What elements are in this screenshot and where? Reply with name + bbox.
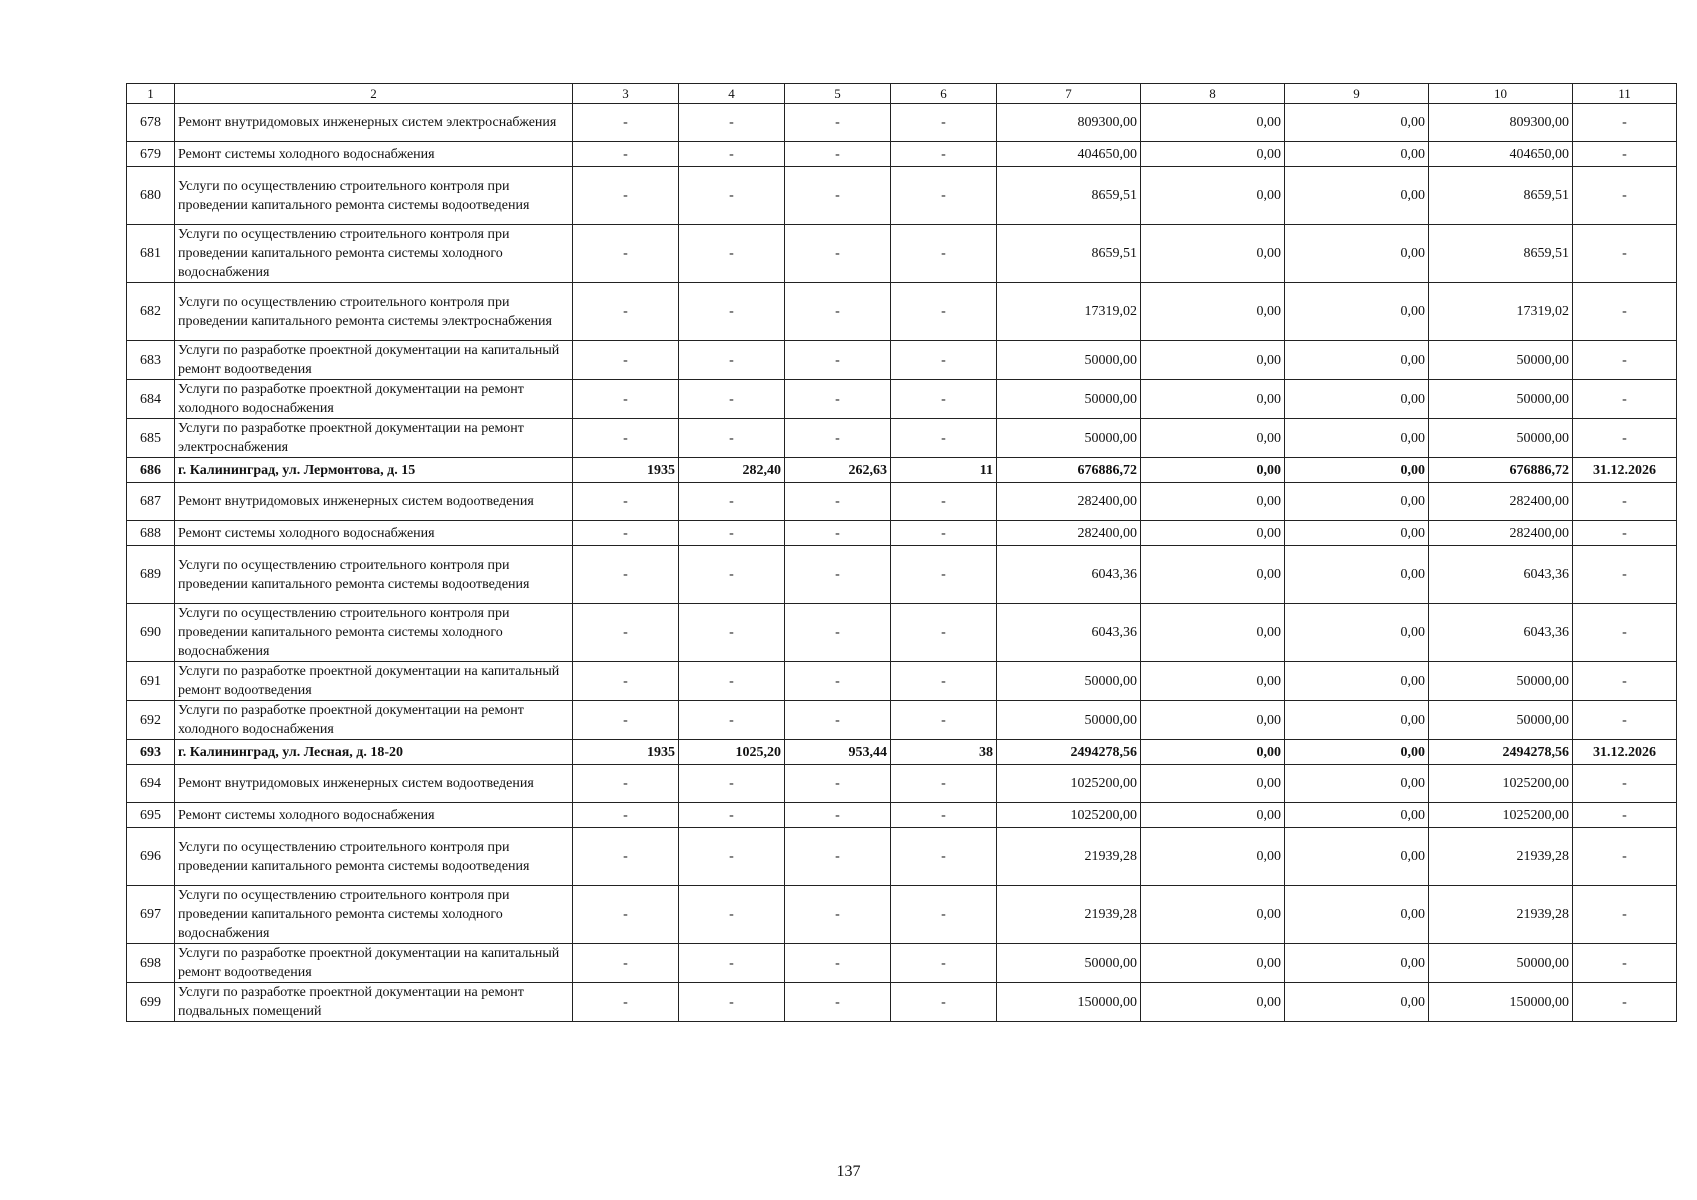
col-8-value: 0,00 bbox=[1141, 944, 1285, 983]
row-number: 697 bbox=[127, 886, 175, 944]
col-4-value: - bbox=[679, 341, 785, 380]
col-6-value: - bbox=[891, 341, 997, 380]
col-9-value: 0,00 bbox=[1285, 803, 1429, 828]
col-5-value: - bbox=[785, 604, 891, 662]
col-7-value: 17319,02 bbox=[997, 283, 1141, 341]
work-name: Ремонт системы холодного водоснабжения bbox=[175, 803, 573, 828]
row-number: 694 bbox=[127, 765, 175, 803]
col-10-value: 50000,00 bbox=[1429, 944, 1573, 983]
row-number: 695 bbox=[127, 803, 175, 828]
table-row bbox=[127, 142, 1677, 167]
col-10-value: 21939,28 bbox=[1429, 828, 1573, 886]
col-11-value: - bbox=[1573, 983, 1677, 1022]
col-8-value: 0,00 bbox=[1141, 521, 1285, 546]
col-3-value: - bbox=[573, 341, 679, 380]
col-9-value: 0,00 bbox=[1285, 419, 1429, 458]
col-5-value: - bbox=[785, 380, 891, 419]
work-name: Услуги по разработке проектной документации на капитальный ремонт водоотведения bbox=[175, 341, 573, 380]
table-row bbox=[127, 604, 1677, 662]
col-6-value: - bbox=[891, 828, 997, 886]
col-4-value: - bbox=[679, 604, 785, 662]
col-11-value: - bbox=[1573, 341, 1677, 380]
table-row bbox=[127, 765, 1677, 803]
col-11-value: - bbox=[1573, 521, 1677, 546]
col-5-value: - bbox=[785, 225, 891, 283]
col-11-value: - bbox=[1573, 167, 1677, 225]
col-3-value: - bbox=[573, 142, 679, 167]
col-6-value: - bbox=[891, 662, 997, 701]
col-3-value: - bbox=[573, 521, 679, 546]
table-row bbox=[127, 419, 1677, 458]
col-6-value: - bbox=[891, 944, 997, 983]
col-8-value: 0,00 bbox=[1141, 740, 1285, 765]
col-6-value: 38 bbox=[891, 740, 997, 765]
col-8-value: 0,00 bbox=[1141, 803, 1285, 828]
col-8-value: 0,00 bbox=[1141, 765, 1285, 803]
col-4-value: - bbox=[679, 944, 785, 983]
work-name: Услуги по осуществлению строительного контроля при проведении капитального ремонта системы электроснабжения bbox=[175, 283, 573, 341]
col-3-value: - bbox=[573, 701, 679, 740]
col-5-value: - bbox=[785, 803, 891, 828]
row-number: 680 bbox=[127, 167, 175, 225]
work-name: Ремонт внутридомовых инженерных систем электроснабжения bbox=[175, 104, 573, 142]
col-4-value: - bbox=[679, 142, 785, 167]
row-number: 687 bbox=[127, 483, 175, 521]
col-5-value: - bbox=[785, 828, 891, 886]
col-7-value: 8659,51 bbox=[997, 225, 1141, 283]
col-10-value: 21939,28 bbox=[1429, 886, 1573, 944]
column-header: 3 bbox=[573, 84, 679, 104]
col-9-value: 0,00 bbox=[1285, 546, 1429, 604]
col-9-value: 0,00 bbox=[1285, 521, 1429, 546]
col-5-value: - bbox=[785, 104, 891, 142]
col-10-value: 1025200,00 bbox=[1429, 765, 1573, 803]
column-header: 1 bbox=[127, 84, 175, 104]
col-3-value: - bbox=[573, 944, 679, 983]
col-11-value: - bbox=[1573, 886, 1677, 944]
col-8-value: 0,00 bbox=[1141, 283, 1285, 341]
row-number: 693 bbox=[127, 740, 175, 765]
col-3-value: - bbox=[573, 546, 679, 604]
col-6-value: - bbox=[891, 104, 997, 142]
col-4-value: - bbox=[679, 225, 785, 283]
work-name: Ремонт системы холодного водоснабжения bbox=[175, 521, 573, 546]
work-name: Услуги по разработке проектной документации на ремонт холодного водоснабжения bbox=[175, 701, 573, 740]
col-11-value: - bbox=[1573, 283, 1677, 341]
row-number: 689 bbox=[127, 546, 175, 604]
col-8-value: 0,00 bbox=[1141, 458, 1285, 483]
row-number: 685 bbox=[127, 419, 175, 458]
col-9-value: 0,00 bbox=[1285, 458, 1429, 483]
col-5-value: - bbox=[785, 701, 891, 740]
col-7-value: 50000,00 bbox=[997, 944, 1141, 983]
row-number: 698 bbox=[127, 944, 175, 983]
work-name: Услуги по осуществлению строительного контроля при проведении капитального ремонта системы холодного водоснабжения bbox=[175, 886, 573, 944]
col-8-value: 0,00 bbox=[1141, 142, 1285, 167]
col-8-value: 0,00 bbox=[1141, 225, 1285, 283]
col-5-value: - bbox=[785, 167, 891, 225]
col-8-value: 0,00 bbox=[1141, 662, 1285, 701]
col-6-value: - bbox=[891, 803, 997, 828]
table-row bbox=[127, 341, 1677, 380]
col-8-value: 0,00 bbox=[1141, 483, 1285, 521]
col-6-value: - bbox=[891, 701, 997, 740]
work-name: Услуги по разработке проектной документации на ремонт подвальных помещений bbox=[175, 983, 573, 1022]
col-11-value: - bbox=[1573, 828, 1677, 886]
repair-program-table bbox=[126, 83, 1677, 1022]
col-10-value: 282400,00 bbox=[1429, 521, 1573, 546]
col-5-value: - bbox=[785, 765, 891, 803]
col-5-value: - bbox=[785, 521, 891, 546]
col-4-value: - bbox=[679, 419, 785, 458]
col-3-value: - bbox=[573, 419, 679, 458]
col-11-value: - bbox=[1573, 604, 1677, 662]
work-name: Услуги по осуществлению строительного контроля при проведении капитального ремонта системы водоотведения bbox=[175, 828, 573, 886]
col-4-value: - bbox=[679, 765, 785, 803]
work-name: г. Калининград, ул. Лермонтова, д. 15 bbox=[175, 458, 573, 483]
col-9-value: 0,00 bbox=[1285, 740, 1429, 765]
col-8-value: 0,00 bbox=[1141, 983, 1285, 1022]
work-name: г. Калининград, ул. Лесная, д. 18-20 bbox=[175, 740, 573, 765]
col-4-value: - bbox=[679, 104, 785, 142]
table-row bbox=[127, 167, 1677, 225]
col-8-value: 0,00 bbox=[1141, 167, 1285, 225]
col-3-value: - bbox=[573, 380, 679, 419]
column-header: 7 bbox=[997, 84, 1141, 104]
col-7-value: 282400,00 bbox=[997, 483, 1141, 521]
col-3-value: - bbox=[573, 104, 679, 142]
work-name: Услуги по осуществлению строительного контроля при проведении капитального ремонта системы холодного водоснабжения bbox=[175, 225, 573, 283]
column-header: 4 bbox=[679, 84, 785, 104]
col-10-value: 50000,00 bbox=[1429, 341, 1573, 380]
col-6-value: - bbox=[891, 419, 997, 458]
row-number: 699 bbox=[127, 983, 175, 1022]
col-11-value: - bbox=[1573, 803, 1677, 828]
col-10-value: 50000,00 bbox=[1429, 662, 1573, 701]
col-3-value: - bbox=[573, 765, 679, 803]
col-6-value: - bbox=[891, 142, 997, 167]
col-9-value: 0,00 bbox=[1285, 886, 1429, 944]
col-11-value: - bbox=[1573, 944, 1677, 983]
table-row bbox=[127, 104, 1677, 142]
table-row bbox=[127, 225, 1677, 283]
col-3-value: - bbox=[573, 983, 679, 1022]
col-8-value: 0,00 bbox=[1141, 546, 1285, 604]
col-4-value: - bbox=[679, 828, 785, 886]
table-row bbox=[127, 803, 1677, 828]
col-10-value: 1025200,00 bbox=[1429, 803, 1573, 828]
col-9-value: 0,00 bbox=[1285, 167, 1429, 225]
col-4-value: 1025,20 bbox=[679, 740, 785, 765]
col-7-value: 282400,00 bbox=[997, 521, 1141, 546]
col-3-value: - bbox=[573, 483, 679, 521]
col-4-value: - bbox=[679, 546, 785, 604]
col-7-value: 6043,36 bbox=[997, 604, 1141, 662]
col-10-value: 50000,00 bbox=[1429, 701, 1573, 740]
col-8-value: 0,00 bbox=[1141, 828, 1285, 886]
col-9-value: 0,00 bbox=[1285, 662, 1429, 701]
col-10-value: 50000,00 bbox=[1429, 380, 1573, 419]
col-7-value: 404650,00 bbox=[997, 142, 1141, 167]
column-header: 9 bbox=[1285, 84, 1429, 104]
col-4-value: - bbox=[679, 167, 785, 225]
col-8-value: 0,00 bbox=[1141, 104, 1285, 142]
col-8-value: 0,00 bbox=[1141, 701, 1285, 740]
col-9-value: 0,00 bbox=[1285, 225, 1429, 283]
column-header: 6 bbox=[891, 84, 997, 104]
col-5-value: - bbox=[785, 983, 891, 1022]
col-11-value: - bbox=[1573, 142, 1677, 167]
col-9-value: 0,00 bbox=[1285, 283, 1429, 341]
table-row bbox=[127, 701, 1677, 740]
table-row bbox=[127, 380, 1677, 419]
col-9-value: 0,00 bbox=[1285, 104, 1429, 142]
col-4-value: - bbox=[679, 283, 785, 341]
col-6-value: - bbox=[891, 604, 997, 662]
col-7-value: 8659,51 bbox=[997, 167, 1141, 225]
col-6-value: 11 bbox=[891, 458, 997, 483]
col-10-value: 50000,00 bbox=[1429, 419, 1573, 458]
col-7-value: 809300,00 bbox=[997, 104, 1141, 142]
table-row bbox=[127, 283, 1677, 341]
col-10-value: 6043,36 bbox=[1429, 546, 1573, 604]
col-6-value: - bbox=[891, 225, 997, 283]
col-6-value: - bbox=[891, 483, 997, 521]
col-9-value: 0,00 bbox=[1285, 944, 1429, 983]
col-3-value: - bbox=[573, 283, 679, 341]
table-row bbox=[127, 886, 1677, 944]
col-7-value: 50000,00 bbox=[997, 701, 1141, 740]
col-5-value: - bbox=[785, 419, 891, 458]
column-number-header-row bbox=[127, 84, 1677, 104]
col-8-value: 0,00 bbox=[1141, 419, 1285, 458]
work-name: Услуги по осуществлению строительного контроля при проведении капитального ремонта системы холодного водоснабжения bbox=[175, 604, 573, 662]
col-4-value: - bbox=[679, 483, 785, 521]
work-name: Услуги по осуществлению строительного контроля при проведении капитального ремонта системы водоотведения bbox=[175, 546, 573, 604]
col-6-value: - bbox=[891, 521, 997, 546]
row-number: 688 bbox=[127, 521, 175, 546]
table-row bbox=[127, 483, 1677, 521]
col-4-value: - bbox=[679, 380, 785, 419]
col-10-value: 282400,00 bbox=[1429, 483, 1573, 521]
col-10-value: 8659,51 bbox=[1429, 225, 1573, 283]
col-9-value: 0,00 bbox=[1285, 765, 1429, 803]
col-10-value: 150000,00 bbox=[1429, 983, 1573, 1022]
work-name: Ремонт системы холодного водоснабжения bbox=[175, 142, 573, 167]
work-name: Услуги по разработке проектной документации на ремонт электроснабжения bbox=[175, 419, 573, 458]
col-11-value: - bbox=[1573, 225, 1677, 283]
col-9-value: 0,00 bbox=[1285, 142, 1429, 167]
col-11-value: - bbox=[1573, 546, 1677, 604]
work-name: Ремонт внутридомовых инженерных систем водоотведения bbox=[175, 483, 573, 521]
col-3-value: - bbox=[573, 662, 679, 701]
row-number: 683 bbox=[127, 341, 175, 380]
col-4-value: - bbox=[679, 662, 785, 701]
row-number: 686 bbox=[127, 458, 175, 483]
col-5-value: 953,44 bbox=[785, 740, 891, 765]
col-8-value: 0,00 bbox=[1141, 380, 1285, 419]
table-body bbox=[127, 84, 1677, 1022]
col-8-value: 0,00 bbox=[1141, 886, 1285, 944]
work-name: Услуги по разработке проектной документации на ремонт холодного водоснабжения bbox=[175, 380, 573, 419]
col-11-value: 31.12.2026 bbox=[1573, 740, 1677, 765]
row-number: 679 bbox=[127, 142, 175, 167]
col-3-value: - bbox=[573, 886, 679, 944]
col-9-value: 0,00 bbox=[1285, 604, 1429, 662]
table-row bbox=[127, 521, 1677, 546]
col-7-value: 6043,36 bbox=[997, 546, 1141, 604]
col-3-value: - bbox=[573, 828, 679, 886]
col-5-value: - bbox=[785, 483, 891, 521]
row-number: 678 bbox=[127, 104, 175, 142]
col-10-value: 809300,00 bbox=[1429, 104, 1573, 142]
col-3-value: - bbox=[573, 225, 679, 283]
col-5-value: - bbox=[785, 341, 891, 380]
row-number: 691 bbox=[127, 662, 175, 701]
column-header: 8 bbox=[1141, 84, 1285, 104]
work-name: Услуги по разработке проектной документации на капитальный ремонт водоотведения bbox=[175, 662, 573, 701]
col-11-value: - bbox=[1573, 765, 1677, 803]
col-9-value: 0,00 bbox=[1285, 380, 1429, 419]
col-7-value: 150000,00 bbox=[997, 983, 1141, 1022]
col-5-value: - bbox=[785, 142, 891, 167]
column-header: 2 bbox=[175, 84, 573, 104]
col-6-value: - bbox=[891, 983, 997, 1022]
col-4-value: - bbox=[679, 983, 785, 1022]
col-7-value: 21939,28 bbox=[997, 886, 1141, 944]
col-7-value: 676886,72 bbox=[997, 458, 1141, 483]
table-row bbox=[127, 458, 1677, 483]
col-5-value: - bbox=[785, 283, 891, 341]
col-9-value: 0,00 bbox=[1285, 341, 1429, 380]
col-6-value: - bbox=[891, 167, 997, 225]
col-6-value: - bbox=[891, 765, 997, 803]
work-name: Услуги по осуществлению строительного контроля при проведении капитального ремонта системы водоотведения bbox=[175, 167, 573, 225]
col-7-value: 50000,00 bbox=[997, 662, 1141, 701]
column-header: 11 bbox=[1573, 84, 1677, 104]
row-number: 696 bbox=[127, 828, 175, 886]
col-11-value: - bbox=[1573, 701, 1677, 740]
col-8-value: 0,00 bbox=[1141, 341, 1285, 380]
col-5-value: - bbox=[785, 546, 891, 604]
col-7-value: 1025200,00 bbox=[997, 803, 1141, 828]
col-11-value: 31.12.2026 bbox=[1573, 458, 1677, 483]
row-number: 682 bbox=[127, 283, 175, 341]
col-3-value: 1935 bbox=[573, 740, 679, 765]
col-6-value: - bbox=[891, 283, 997, 341]
col-7-value: 2494278,56 bbox=[997, 740, 1141, 765]
col-5-value: - bbox=[785, 662, 891, 701]
page-number: 137 bbox=[836, 1163, 861, 1180]
col-7-value: 50000,00 bbox=[997, 341, 1141, 380]
col-8-value: 0,00 bbox=[1141, 604, 1285, 662]
col-6-value: - bbox=[891, 546, 997, 604]
col-7-value: 50000,00 bbox=[997, 419, 1141, 458]
col-11-value: - bbox=[1573, 419, 1677, 458]
col-10-value: 404650,00 bbox=[1429, 142, 1573, 167]
column-header: 10 bbox=[1429, 84, 1573, 104]
row-number: 692 bbox=[127, 701, 175, 740]
col-3-value: - bbox=[573, 803, 679, 828]
col-11-value: - bbox=[1573, 662, 1677, 701]
col-7-value: 21939,28 bbox=[997, 828, 1141, 886]
row-number: 684 bbox=[127, 380, 175, 419]
table-row bbox=[127, 662, 1677, 701]
col-4-value: - bbox=[679, 521, 785, 546]
table-row bbox=[127, 740, 1677, 765]
col-10-value: 6043,36 bbox=[1429, 604, 1573, 662]
col-4-value: - bbox=[679, 803, 785, 828]
col-9-value: 0,00 bbox=[1285, 828, 1429, 886]
col-10-value: 8659,51 bbox=[1429, 167, 1573, 225]
col-6-value: - bbox=[891, 380, 997, 419]
table-row bbox=[127, 828, 1677, 886]
col-9-value: 0,00 bbox=[1285, 701, 1429, 740]
row-number: 681 bbox=[127, 225, 175, 283]
col-4-value: - bbox=[679, 886, 785, 944]
col-10-value: 676886,72 bbox=[1429, 458, 1573, 483]
table-row bbox=[127, 983, 1677, 1022]
col-10-value: 2494278,56 bbox=[1429, 740, 1573, 765]
col-11-value: - bbox=[1573, 483, 1677, 521]
column-header: 5 bbox=[785, 84, 891, 104]
col-11-value: - bbox=[1573, 104, 1677, 142]
col-3-value: - bbox=[573, 604, 679, 662]
col-7-value: 1025200,00 bbox=[997, 765, 1141, 803]
col-5-value: - bbox=[785, 944, 891, 983]
col-9-value: 0,00 bbox=[1285, 483, 1429, 521]
table-row bbox=[127, 546, 1677, 604]
col-7-value: 50000,00 bbox=[997, 380, 1141, 419]
col-4-value: - bbox=[679, 701, 785, 740]
col-11-value: - bbox=[1573, 380, 1677, 419]
col-3-value: 1935 bbox=[573, 458, 679, 483]
col-5-value: 262,63 bbox=[785, 458, 891, 483]
row-number: 690 bbox=[127, 604, 175, 662]
work-name: Услуги по разработке проектной документации на капитальный ремонт водоотведения bbox=[175, 944, 573, 983]
col-5-value: - bbox=[785, 886, 891, 944]
col-9-value: 0,00 bbox=[1285, 983, 1429, 1022]
table-row bbox=[127, 944, 1677, 983]
col-6-value: - bbox=[891, 886, 997, 944]
col-10-value: 17319,02 bbox=[1429, 283, 1573, 341]
col-4-value: 282,40 bbox=[679, 458, 785, 483]
work-name: Ремонт внутридомовых инженерных систем водоотведения bbox=[175, 765, 573, 803]
col-3-value: - bbox=[573, 167, 679, 225]
